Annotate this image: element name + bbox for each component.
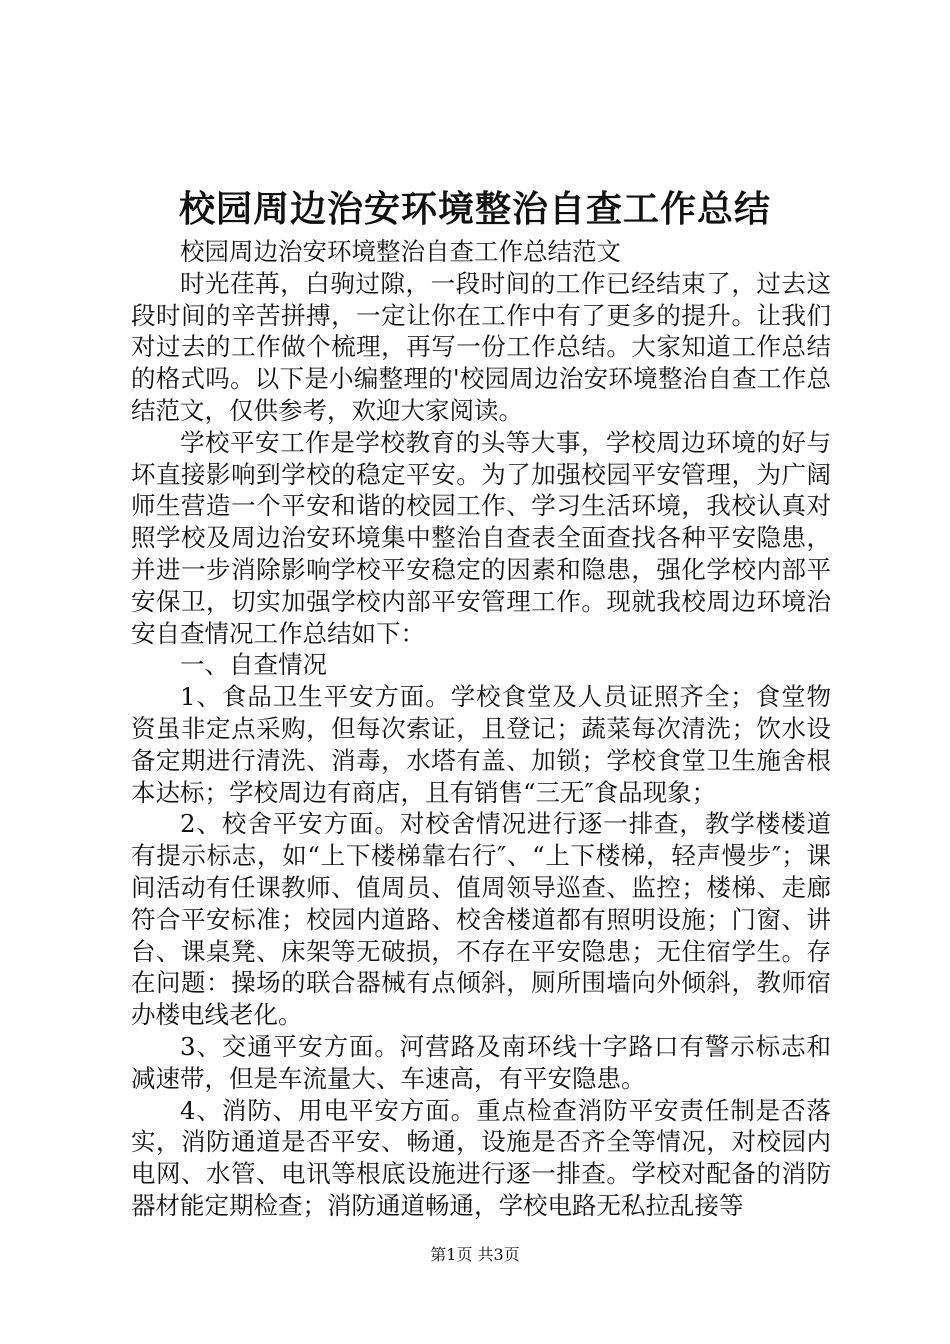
background-paragraph: 学校平安工作是学校教育的头等大事，学校周边环境的好与坏直接影响到学校的稳定平安。为了加强校园平安管理，为广阔师生营造一个平安和谐的校园工作、学习生活环境，我校认真对照学校及周边治安环境集中整治自查表全面查找各种平安隐患，并进一步消除影响学校平安稳定的因素和隐患，强化学校内部平安保卫，切实加强学校内部平安管理工作。现就我校周边环境治安自查情况工作总结如下： xyxy=(131,427,831,648)
food-safety-paragraph: 1、食品卫生平安方面。学校食堂及人员证照齐全；食堂物资虽非定点采购，但每次索证，且登记；蔬菜每次清洗；饮水设备定期进行清洗、消毒，水塔有盖、加锁；学校食堂卫生施舍根本达标；学校周边有商店，且有销售“三无″食品现象； xyxy=(131,682,831,807)
intro-paragraph: 时光荏苒，白驹过隙，一段时间的工作已经结束了，过去这段时间的辛苦拼搏，一定让你在工作中有了更多的提升。让我们对过去的工作做个梳理，再写一份工作总结。大家知道工作总结的格式吗。以下是小编整理的'校园周边治安环境整治自查工作总结范文，仅供参考，欢迎大家阅读。 xyxy=(131,268,831,425)
traffic-safety-paragraph: 3、交通平安方面。河营路及南环线十字路口有警示标志和减速带，但是车流量大、车速高，有平安隐患。 xyxy=(131,1031,831,1093)
page-number-footer: 第1页 共3页 xyxy=(430,1245,520,1264)
building-safety-paragraph: 2、校舍平安方面。对校舍情况进行逐一排查，教学楼楼道有提示标志，如“上下楼梯靠右行″、“上下楼梯，轻声慢步″；课间活动有任课教师、值周员、值周领导巡查、监控；楼梯、走廊符合平安标准；校园内道路、校舍楼道都有照明设施；门窗、讲台、课桌凳、床架等无破损，不存在平安隐患；无住宿学生。存在问题：操场的联合器械有点倾斜，厕所围墙向外倾斜，教师宿办楼电线老化。 xyxy=(131,809,831,1030)
fire-electric-safety-paragraph: 4、消防、用电平安方面。重点检查消防平安责任制是否落实，消防通道是否平安、畅通，设施是否齐全等情况，对校园内电网、水管、电讯等根底设施进行逐一排查。学校对配备的消防器材能定期检查；消防通道畅通，学校电路无私拉乱接等 xyxy=(131,1095,831,1220)
document-title: 校园周边治安环境整治自查工作总结 xyxy=(178,188,771,230)
document-body xyxy=(131,236,831,1222)
subtitle-paragraph: 校园周边治安环境整治自查工作总结范文 xyxy=(180,237,621,266)
section-heading: 一、自查情况 xyxy=(180,650,327,680)
